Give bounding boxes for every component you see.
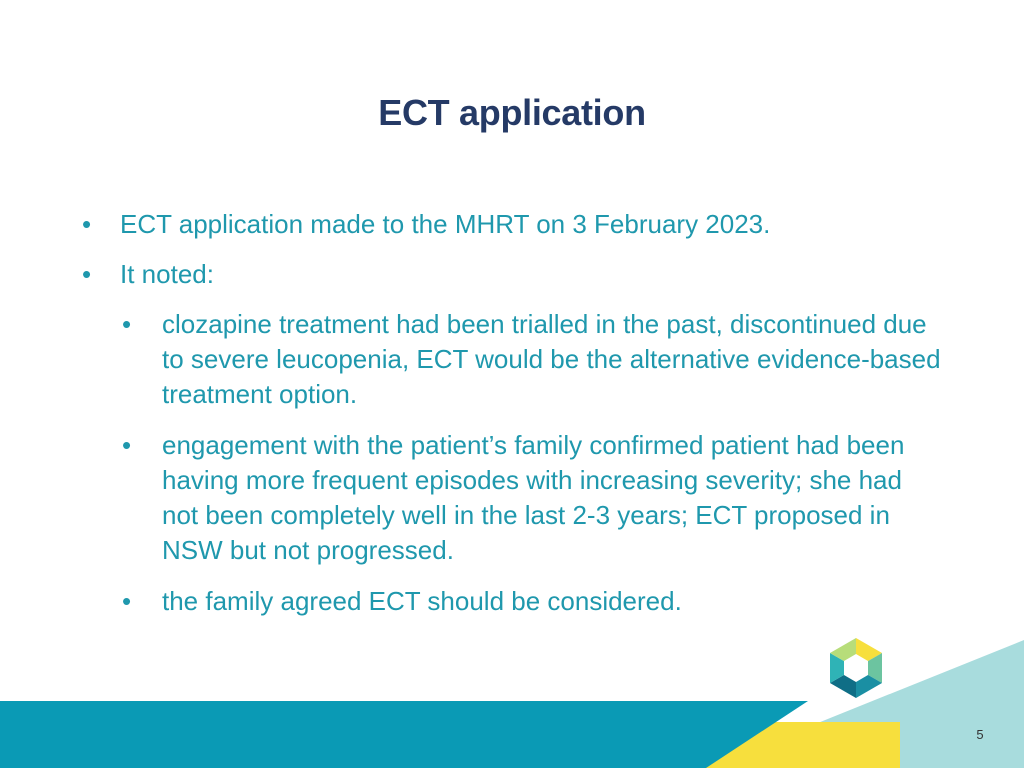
- bullet-glyph: •: [122, 586, 132, 616]
- sub-bullet-text: clozapine treatment had been trialled in the past, discontinued due to severe leucopenia, ECT would be the alternative evidence-based treatment option.: [162, 309, 941, 409]
- bullet-text: ECT application made to the MHRT on 3 February 2023.: [120, 209, 771, 239]
- bullet-glyph: •: [122, 430, 132, 460]
- bullet-glyph: •: [82, 209, 92, 239]
- bullet-text: It noted:: [120, 259, 214, 289]
- sub-bullet-text: engagement with the patient’s family confirmed patient had been having more frequent episodes with increasing severity; she had not been completely well in the last 2-3 years; ECT proposed in NSW but not progressed.: [162, 430, 905, 565]
- bullet-glyph: •: [122, 309, 132, 339]
- bullet-glyph: •: [82, 259, 92, 289]
- slide-title: ECT application: [378, 92, 646, 133]
- sub-bullet-text: the family agreed ECT should be considered.: [162, 586, 682, 616]
- page-number: 5: [976, 727, 984, 742]
- hexagon-logo-icon: [824, 636, 888, 702]
